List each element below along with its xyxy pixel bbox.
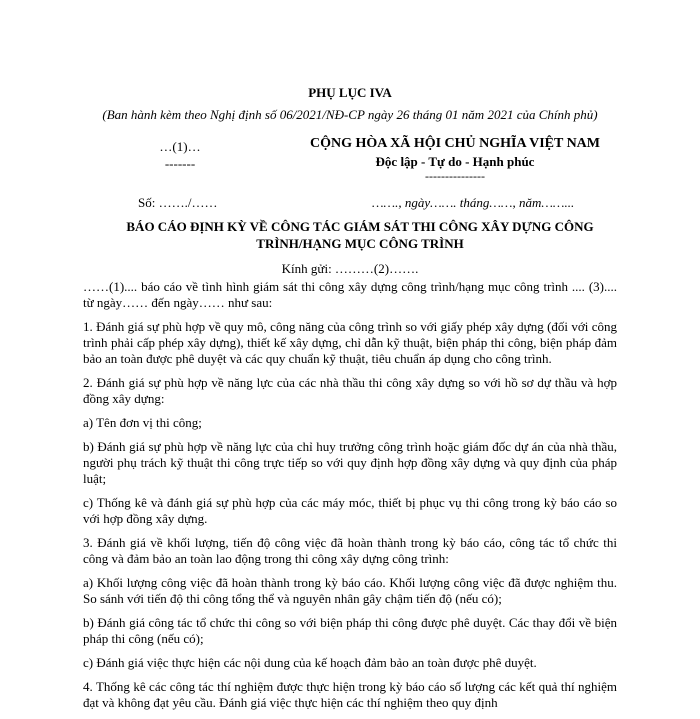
- section-2c: c) Thống kê và đánh giá sự phù hợp của các máy móc, thiết bị phục vụ thi công trong kỳ báo cáo so với hợp đồng xây dựng.: [83, 495, 617, 526]
- section-3a: a) Khối lượng công việc đã hoàn thành trong kỳ báo cáo. Khối lượng công việc đã được nghiệm thu. So sánh với tiến độ thi công tổng thể và nguyên nhân gây chậm tiến độ (nếu có);: [83, 575, 617, 606]
- national-header: [270, 134, 640, 182]
- agency-block: [120, 138, 240, 172]
- section-3c: c) Đánh giá việc thực hiện các nội dung của kế hoạch đảm bảo an toàn được phê duyệt.: [83, 655, 537, 670]
- appendix-title: PHỤ LỤC IVA: [308, 85, 392, 100]
- section-1: 1. Đánh giá sự phù hợp về quy mô, công năng của công trình so với giấy phép xây dựng (đối với công trình phải cấp phép xây dựng), thiết kế xây dựng, chỉ dẫn kỹ thuật, biện pháp thi công, biện pháp đảm bảo an toàn được phê duyệt và các quy chuẩn kỹ thuật, tiêu chuẩn áp dụng cho công trình.: [83, 319, 617, 366]
- section-2a: a) Tên đơn vị thi công;: [83, 415, 202, 430]
- decree-subtitle: (Ban hành kèm theo Nghị định số 06/2021/NĐ-CP ngày 26 tháng 01 năm 2021 của Chính phủ): [102, 107, 598, 122]
- addressee: Kính gửi: ………(2)…….: [281, 261, 419, 276]
- report-title: BÁO CÁO ĐỊNH KỲ VỀ CÔNG TÁC GIÁM SÁT THI CÔNG XÂY DỰNG CÔNG TRÌNH/HẠNG MỤC CÔNG TRÌNH: [126, 219, 594, 251]
- agency-rule: -------: [164, 156, 196, 171]
- agency-placeholder: …(1)…: [159, 139, 201, 154]
- section-2: 2. Đánh giá sự phù hợp về năng lực của các nhà thầu thi công xây dựng so với hồ sơ dự thầu và hợp đồng xây dựng:: [83, 375, 617, 406]
- section-4: 4. Thống kê các công tác thí nghiệm được thực hiện trong kỳ báo cáo số lượng các kết quả thí nghiệm đạt và không đạt yêu cầu. Đánh giá việc thực hiện các thí nghiệm theo quy định: [83, 679, 617, 710]
- section-3: 3. Đánh giá về khối lượng, tiến độ công việc đã hoàn thành trong kỳ báo cáo, công tác tổ chức thi công và đảm bảo an toàn lao động trong thi công xây dựng công trình:: [83, 535, 617, 566]
- section-3b: b) Đánh giá công tác tổ chức thi công so với biện pháp thi công được phê duyệt. Các thay đổi về biện pháp thi công (nếu có);: [83, 615, 617, 646]
- document-date: ……., ngày……. tháng……, năm……...: [372, 195, 575, 210]
- nation-name: CỘNG HÒA XÃ HỘI CHỦ NGHĨA VIỆT NAM: [309, 136, 600, 151]
- document-number: Số: ……./……: [138, 195, 218, 210]
- intro-paragraph: ……(1).... báo cáo về tình hình giám sát thi công xây dựng công trình/hạng mục công trình .... (3).... từ ngày…… đến ngày…… như sau:: [83, 279, 617, 310]
- national-motto: Độc lập - Tự do - Hạnh phúc: [375, 154, 535, 169]
- motto-rule: ---------------: [425, 169, 485, 183]
- section-2b: b) Đánh giá sự phù hợp về năng lực của chỉ huy trưởng công trình hoặc giám đốc dự án của nhà thầu, người phụ trách kỹ thuật thi công trực tiếp so với quy định hợp đồng xây dựng và quy định của pháp luật;: [83, 439, 617, 486]
- report-body: [83, 279, 617, 719]
